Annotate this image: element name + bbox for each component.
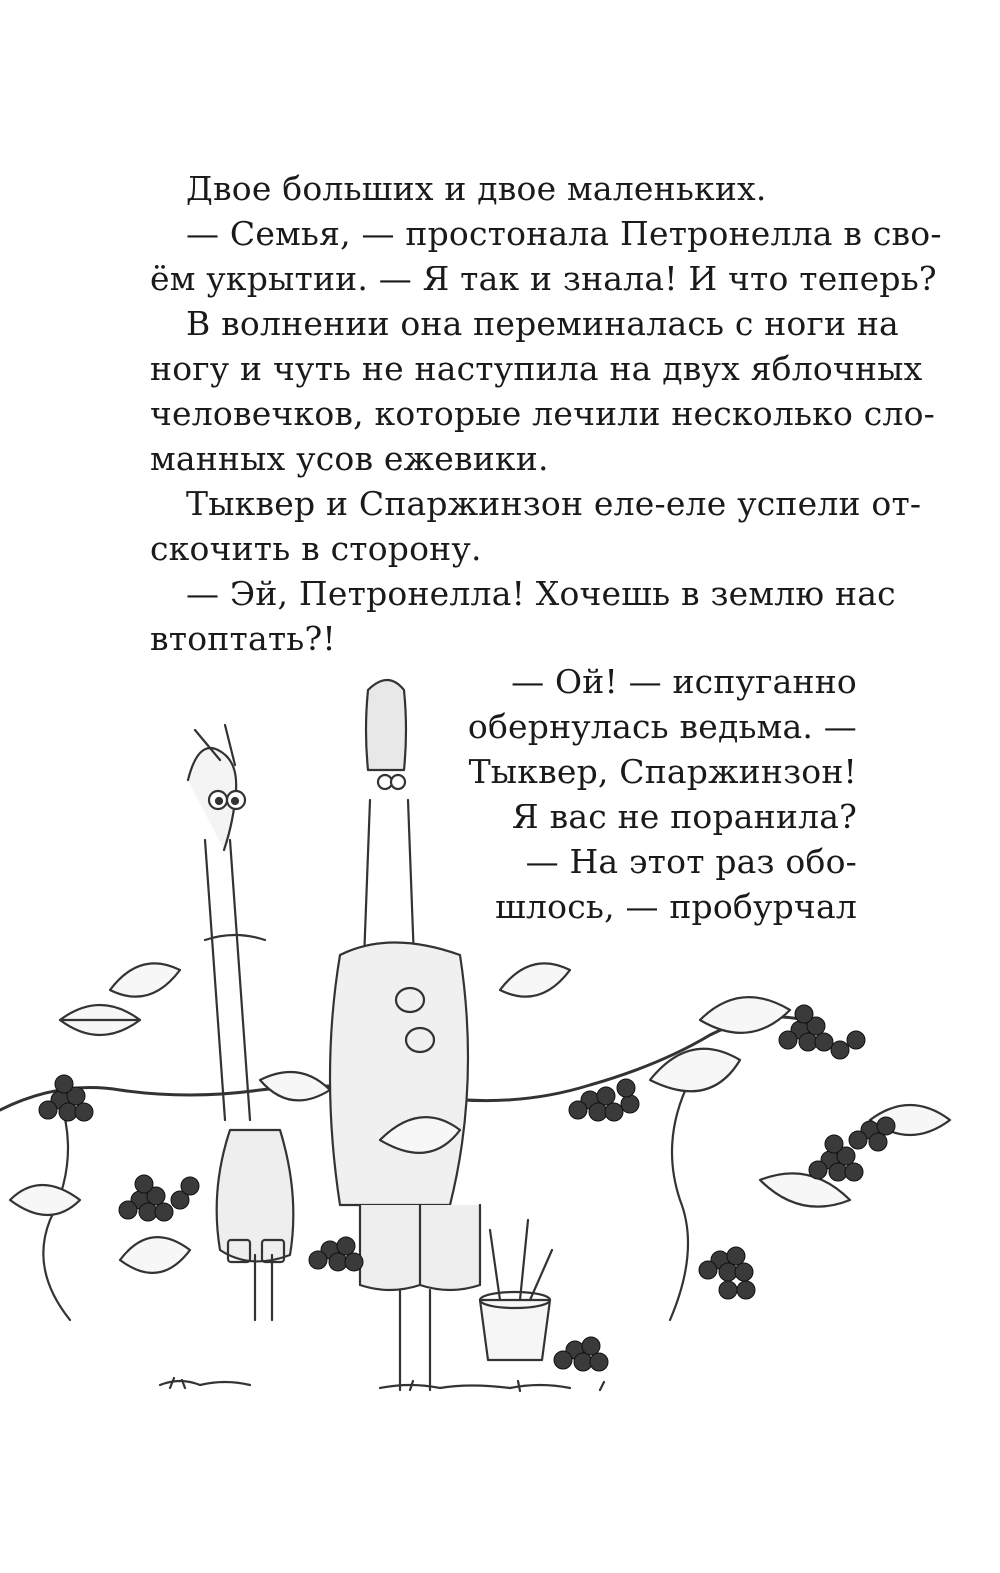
text-line-15: Я вас не поранила? <box>512 797 857 836</box>
text-line-17: шлось, — пробурчал <box>495 887 857 926</box>
text-line-16: — На этот раз обо- <box>525 842 857 881</box>
text-line-10: — Эй, Петронелла! Хочешь в землю нас <box>186 574 896 613</box>
text-line-6: человечков, которые лечили несколько сло- <box>150 394 936 433</box>
text-line-5: ногу и чуть не наступила на двух яблочных <box>150 349 923 388</box>
text-line-3: ём укрытии. — Я так и знала! И что теперь? <box>150 259 937 298</box>
text-line-2: — Семья, — простонала Петронелла в сво- <box>186 214 942 253</box>
text-line-7: манных усов ежевики. <box>150 439 549 478</box>
text-line-12: — Ой! — испуганно <box>511 662 857 701</box>
text-line-4: В волнении она переминалась с ноги на <box>186 304 899 343</box>
text-line-9: скочить в сторону. <box>150 529 482 568</box>
text-line-11: втоптать?! <box>150 619 336 658</box>
text-line-1: Двое больших и двое маленьких. <box>186 169 767 208</box>
text-line-13: обернулась ведьма. — <box>467 707 857 746</box>
text-line-14: Тыквер, Спаржинзон! <box>468 752 857 791</box>
vegetable-characters-illustration <box>0 660 1000 1420</box>
text-line-8: Тыквер и Спаржинзон еле-еле успели от- <box>186 484 922 523</box>
